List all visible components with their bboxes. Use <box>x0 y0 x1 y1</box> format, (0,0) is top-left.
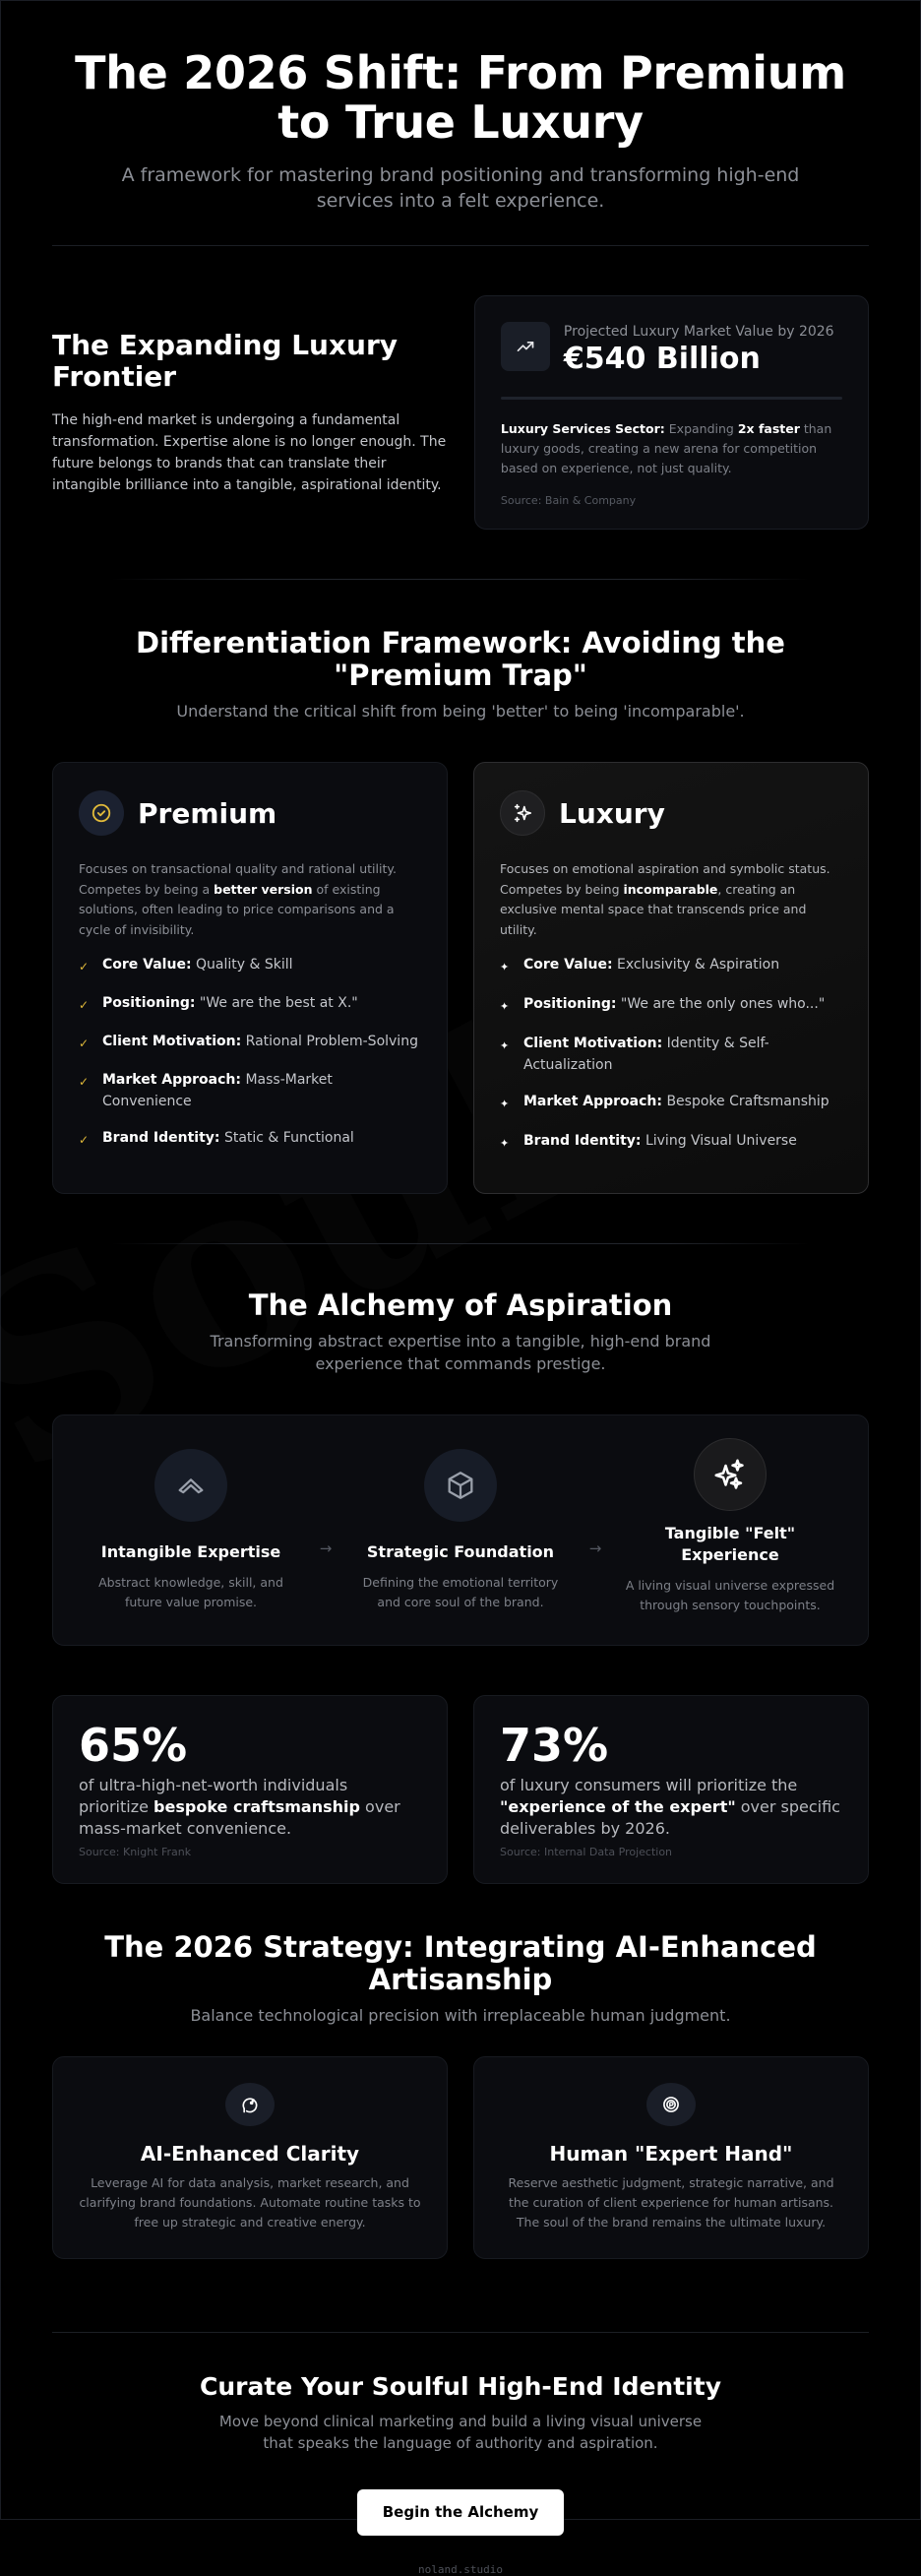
divider <box>111 1243 810 1244</box>
step-title: Strategic Foundation <box>366 1542 555 1561</box>
figure-value: 73% <box>500 1719 609 1772</box>
sparkles-icon <box>500 790 545 836</box>
luxury-attributes <box>500 954 842 1155</box>
strategy-card <box>52 2056 448 2259</box>
ai-brain-icon <box>225 2083 275 2126</box>
page-subtitle: A framework for mastering brand positioning and transforming high-end services into a felt experience. <box>121 164 800 212</box>
market-stat-card <box>474 295 869 530</box>
stat-label: Projected Luxury Market Value by 2026 <box>563 324 834 340</box>
strategy-title: The 2026 Strategy: Integrating AI-Enhanced Artisanship <box>104 1930 817 1996</box>
list-item: ✦ Core Value: Exclusivity & Aspiration <box>500 954 842 978</box>
check-icon: ✓ <box>79 1075 90 1089</box>
sparkle-bullet-icon: ✦ <box>500 1039 510 1052</box>
list-item: ✓ Client Motivation: Rational Problem-Solving <box>79 1031 421 1054</box>
process-step <box>622 1449 838 1615</box>
begin-alchemy-button[interactable]: Begin the Alchemy <box>357 2489 564 2536</box>
framework-subtitle: Understand the critical shift from being 'better' to being 'incomparable'. <box>176 702 745 721</box>
list-item: ✓ Market Approach: Mass-Market Convenience <box>79 1069 421 1112</box>
strategy-subtitle: Balance technological precision with irreplaceable human judgment. <box>190 2006 731 2025</box>
cube-icon <box>424 1449 497 1522</box>
frontier-section <box>52 295 869 530</box>
check-icon: ✓ <box>79 1133 90 1147</box>
divider <box>111 579 810 580</box>
framework-title: Differentiation Framework: Avoiding the "Premium Trap" <box>136 626 785 692</box>
figure-card <box>52 1695 448 1884</box>
check-icon: ✓ <box>79 960 90 974</box>
trending-up-icon <box>501 322 550 371</box>
strategy-card-description: Reserve aesthetic judgment, strategic narrative, and the curation of client experience for human artisans. The soul of the brand remains the ultimate luxury. <box>508 2175 834 2230</box>
strategy-card-title: Human "Expert Hand" <box>549 2142 793 2166</box>
process-step <box>83 1449 299 1612</box>
stat-source: Source: Bain & Company <box>500 494 637 507</box>
process-step <box>352 1449 569 1612</box>
step-title: Tangible "Felt" Experience <box>664 1524 796 1564</box>
premium-description: Focuses on transactional quality and rational utility. Competes by being a better version of existing solutions, often leading to price comparisons and a cycle of invisibility. <box>79 861 397 937</box>
alchemy-header <box>52 1289 869 1375</box>
framework-header <box>52 627 869 723</box>
footer-brand: noland.studio <box>417 2563 504 2576</box>
check-icon: ✓ <box>79 1037 90 1050</box>
list-item: ✦ Positioning: "We are the only ones who..." <box>500 993 842 1018</box>
cta-section <box>52 2372 869 2576</box>
premium-title: Premium <box>138 796 277 830</box>
figure-source: Source: Knight Frank <box>79 1846 192 1858</box>
luxury-description: Focuses on emotional aspiration and symbolic status. Competes by being incomparable, creating an exclusive mental space that transcends price and utility. <box>500 861 830 937</box>
alchemy-subtitle: Transforming abstract expertise into a tangible, high-end brand experience that commands prestige. <box>210 1332 711 1373</box>
list-item: ✦ Client Motivation: Identity & Self-Actualization <box>500 1033 842 1076</box>
sparkle-bullet-icon: ✦ <box>500 1098 510 1110</box>
premium-card <box>52 762 448 1194</box>
sparkle-bullet-icon: ✦ <box>500 1137 510 1150</box>
sparkle-bullet-icon: ✦ <box>500 1000 510 1013</box>
cta-title: Curate Your Soulful High-End Identity <box>199 2372 722 2401</box>
alchemy-title: The Alchemy of Aspiration <box>248 1288 673 1322</box>
strategy-card-description: Leverage AI for data analysis, market research, and clarifying brand foundations. Automate routine tasks to free up strategic and creative energy. <box>79 2175 421 2230</box>
stat-divider <box>501 397 842 400</box>
cta-body: Move beyond clinical marketing and build a living visual universe that speaks the language of authority and aspiration. <box>218 2413 703 2452</box>
figure-value: 65% <box>79 1719 188 1772</box>
luxury-title: Luxury <box>559 796 665 830</box>
step-description: Abstract knowledge, skill, and future value promise. <box>98 1575 283 1609</box>
figure-source: Source: Internal Data Projection <box>500 1846 673 1858</box>
strategy-header <box>52 1931 869 2027</box>
list-item: ✓ Brand Identity: Static & Functional <box>79 1127 421 1151</box>
list-item: ✦ Brand Identity: Living Visual Universe <box>500 1130 842 1155</box>
check-circle-icon <box>79 790 124 836</box>
premium-attributes <box>79 954 421 1151</box>
list-item: ✓ Positioning: "We are the best at X." <box>79 992 421 1016</box>
chevron-up-icon <box>154 1449 227 1522</box>
arrow-right-icon: → <box>319 1539 333 1557</box>
list-item: ✦ Market Approach: Bespoke Craftsmanship <box>500 1091 842 1115</box>
sparkles-icon <box>694 1438 767 1511</box>
figure-description: of ultra-high-net-worth individuals prioritize bespoke craftsmanship over mass-market convenience. <box>79 1776 400 1838</box>
check-icon: ✓ <box>79 998 90 1012</box>
alchemy-process <box>52 1414 869 1646</box>
strategy-card <box>473 2056 869 2259</box>
frontier-title: The Expanding Luxury Frontier <box>52 328 399 393</box>
stat-body: Luxury Services Sector: Expanding 2x faster than luxury goods, creating a new arena for competition based on experience, not just quality. <box>500 421 832 475</box>
hero <box>52 1 869 214</box>
frontier-body: The high-end market is undergoing a fundamental transformation. Expertise alone is no longer enough. The future belongs to brands that can translate their intangible brilliance into a tangible, aspirational identity. <box>52 411 447 493</box>
figure-description: of luxury consumers will prioritize the "experience of the expert" over specific deliverables by 2026. <box>500 1776 840 1838</box>
step-description: A living visual universe expressed through sensory touchpoints. <box>625 1578 835 1612</box>
arrow-right-icon: → <box>588 1539 602 1557</box>
figure-card <box>473 1695 869 1884</box>
strategy-cards <box>52 2056 869 2259</box>
step-title: Intangible Expertise <box>100 1542 281 1561</box>
page-title: The 2026 Shift: From Premium to True Luxury <box>75 46 846 149</box>
strategy-card-title: AI-Enhanced Clarity <box>140 2142 360 2166</box>
list-item: ✓ Core Value: Quality & Skill <box>79 954 421 977</box>
key-figures <box>52 1695 869 1884</box>
comparison-grid <box>52 762 869 1194</box>
divider <box>52 245 869 246</box>
stat-value: €540 Billion <box>563 342 761 376</box>
sparkle-bullet-icon: ✦ <box>500 961 510 974</box>
step-description: Defining the emotional territory and core soul of the brand. <box>362 1575 559 1609</box>
fingerprint-icon <box>646 2083 696 2126</box>
luxury-card <box>473 762 869 1194</box>
divider <box>52 2332 869 2333</box>
